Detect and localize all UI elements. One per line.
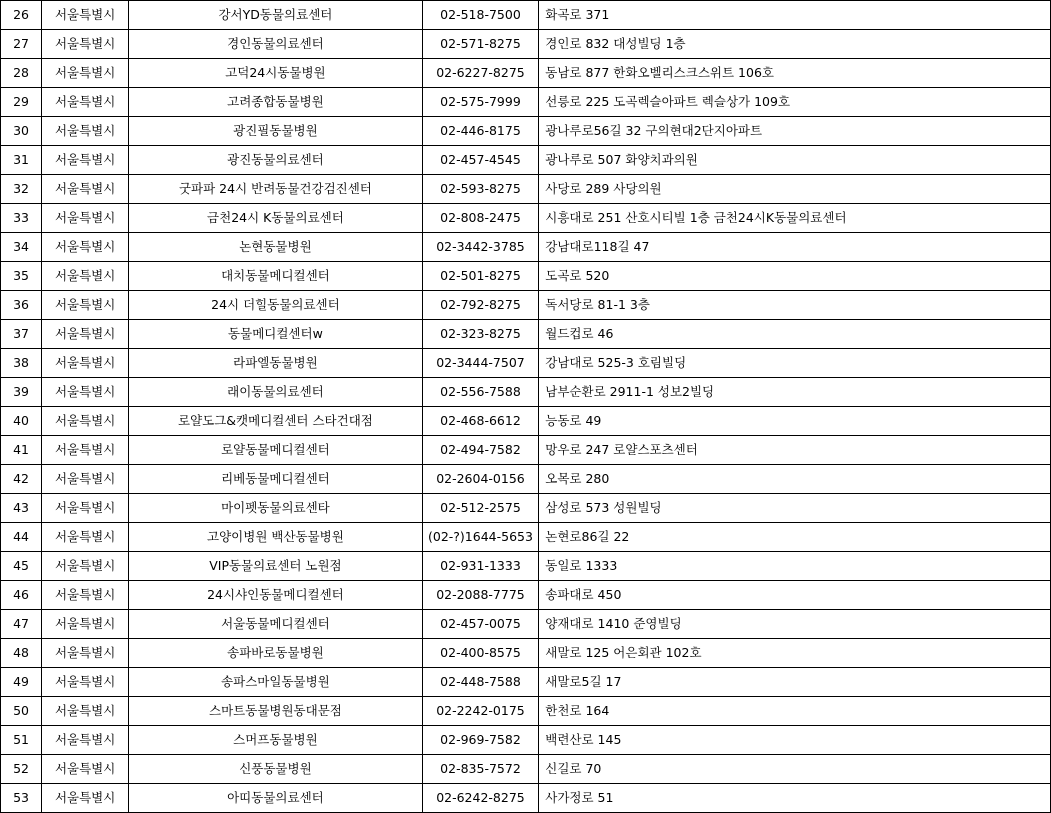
table-row — [1, 407, 1051, 436]
table-row — [1, 349, 1051, 378]
phone-cell: 02-3442-3785 — [422, 233, 539, 262]
address-cell: 광나루로56길 32 구의현대2단지아파트 — [539, 117, 1051, 146]
row-number: 37 — [1, 320, 42, 349]
city-cell: 서울특별시 — [42, 204, 129, 233]
address-cell: 도곡로 520 — [539, 262, 1051, 291]
hospital-name-cell: 아띠동물의료센터 — [129, 784, 422, 813]
address-cell: 화곡로 371 — [539, 1, 1051, 30]
hospital-name-cell: 라파엘동물병원 — [129, 349, 422, 378]
city-cell: 서울특별시 — [42, 262, 129, 291]
city-cell: 서울특별시 — [42, 30, 129, 59]
row-number: 27 — [1, 30, 42, 59]
phone-cell: 02-3444-7507 — [422, 349, 539, 378]
phone-cell: 02-457-0075 — [422, 610, 539, 639]
table-row — [1, 610, 1051, 639]
row-number: 36 — [1, 291, 42, 320]
address-cell: 삼성로 573 성원빌딩 — [539, 494, 1051, 523]
row-number: 46 — [1, 581, 42, 610]
address-cell: 독서당로 81-1 3층 — [539, 291, 1051, 320]
hospital-name-cell: 대치동물메디컬센터 — [129, 262, 422, 291]
city-cell: 서울특별시 — [42, 117, 129, 146]
row-number: 52 — [1, 755, 42, 784]
row-number: 40 — [1, 407, 42, 436]
address-cell: 새말로 125 어은회관 102호 — [539, 639, 1051, 668]
row-number: 30 — [1, 117, 42, 146]
city-cell: 서울특별시 — [42, 349, 129, 378]
phone-cell: (02-?)1644-5653 — [422, 523, 539, 552]
table-row — [1, 726, 1051, 755]
address-cell: 선릉로 225 도곡렉슬아파트 렉슬상가 109호 — [539, 88, 1051, 117]
table-row — [1, 436, 1051, 465]
table-row — [1, 117, 1051, 146]
hospital-name-cell: 경인동물의료센터 — [129, 30, 422, 59]
address-cell: 사가정로 51 — [539, 784, 1051, 813]
phone-cell: 02-512-2575 — [422, 494, 539, 523]
table-row — [1, 291, 1051, 320]
phone-cell: 02-808-2475 — [422, 204, 539, 233]
row-number: 28 — [1, 59, 42, 88]
hospital-name-cell: 마이펫동물의료센타 — [129, 494, 422, 523]
row-number: 29 — [1, 88, 42, 117]
phone-cell: 02-400-8575 — [422, 639, 539, 668]
address-cell: 새말로5길 17 — [539, 668, 1051, 697]
hospital-name-cell: 고덕24시동물병원 — [129, 59, 422, 88]
city-cell: 서울특별시 — [42, 581, 129, 610]
hospital-name-cell: 금천24시 K동물의료센터 — [129, 204, 422, 233]
city-cell: 서울특별시 — [42, 494, 129, 523]
table-row — [1, 784, 1051, 813]
table-row — [1, 88, 1051, 117]
hospital-name-cell: 논현동물병원 — [129, 233, 422, 262]
hospital-name-cell: 송파바로동물병원 — [129, 639, 422, 668]
table-row — [1, 494, 1051, 523]
city-cell: 서울특별시 — [42, 88, 129, 117]
table-row — [1, 523, 1051, 552]
table-row — [1, 581, 1051, 610]
city-cell: 서울특별시 — [42, 233, 129, 262]
address-cell: 양재대로 1410 준영빌딩 — [539, 610, 1051, 639]
hospital-name-cell: VIP동물의료센터 노원점 — [129, 552, 422, 581]
table-row — [1, 465, 1051, 494]
phone-cell: 02-2088-7775 — [422, 581, 539, 610]
city-cell: 서울특별시 — [42, 639, 129, 668]
table-row — [1, 146, 1051, 175]
phone-cell: 02-593-8275 — [422, 175, 539, 204]
hospital-name-cell: 서울동물메디컬센터 — [129, 610, 422, 639]
phone-cell: 02-931-1333 — [422, 552, 539, 581]
address-cell: 망우로 247 로얄스포츠센터 — [539, 436, 1051, 465]
row-number: 34 — [1, 233, 42, 262]
address-cell: 시흥대로 251 산호시티빌 1층 금천24시K동물의료센터 — [539, 204, 1051, 233]
table-row — [1, 59, 1051, 88]
table-row — [1, 697, 1051, 726]
row-number: 43 — [1, 494, 42, 523]
address-cell: 능동로 49 — [539, 407, 1051, 436]
row-number: 47 — [1, 610, 42, 639]
row-number: 35 — [1, 262, 42, 291]
table-row — [1, 175, 1051, 204]
phone-cell: 02-518-7500 — [422, 1, 539, 30]
table-row — [1, 30, 1051, 59]
address-cell: 백련산로 145 — [539, 726, 1051, 755]
hospital-name-cell: 로얄도그&캣메디컬센터 스타건대점 — [129, 407, 422, 436]
hospital-name-cell: 스머프동물병원 — [129, 726, 422, 755]
row-number: 26 — [1, 1, 42, 30]
address-cell: 오목로 280 — [539, 465, 1051, 494]
address-cell: 월드컵로 46 — [539, 320, 1051, 349]
phone-cell: 02-556-7588 — [422, 378, 539, 407]
table-row — [1, 320, 1051, 349]
phone-cell: 02-969-7582 — [422, 726, 539, 755]
hospital-name-cell: 광진동물의료센터 — [129, 146, 422, 175]
city-cell: 서울특별시 — [42, 755, 129, 784]
address-cell: 송파대로 450 — [539, 581, 1051, 610]
phone-cell: 02-575-7999 — [422, 88, 539, 117]
hospital-name-cell: 래이동물의료센터 — [129, 378, 422, 407]
table-row — [1, 755, 1051, 784]
phone-cell: 02-446-8175 — [422, 117, 539, 146]
address-cell: 동남로 877 한화오벨리스크스위트 106호 — [539, 59, 1051, 88]
city-cell: 서울특별시 — [42, 436, 129, 465]
hospital-name-cell: 24시샤인동물메디컬센터 — [129, 581, 422, 610]
row-number: 38 — [1, 349, 42, 378]
table-row — [1, 552, 1051, 581]
city-cell: 서울특별시 — [42, 523, 129, 552]
table-row — [1, 378, 1051, 407]
city-cell: 서울특별시 — [42, 59, 129, 88]
city-cell: 서울특별시 — [42, 610, 129, 639]
hospital-name-cell: 리베동물메디컬센터 — [129, 465, 422, 494]
address-cell: 신길로 70 — [539, 755, 1051, 784]
hospital-name-cell: 송파스마일동물병원 — [129, 668, 422, 697]
phone-cell: 02-792-8275 — [422, 291, 539, 320]
address-cell: 동일로 1333 — [539, 552, 1051, 581]
table-row — [1, 262, 1051, 291]
hospital-name-cell: 굿파파 24시 반려동물건강검진센터 — [129, 175, 422, 204]
hospital-name-cell: 로얄동물메디컬센터 — [129, 436, 422, 465]
phone-cell: 02-2604-0156 — [422, 465, 539, 494]
address-cell: 논현로86길 22 — [539, 523, 1051, 552]
phone-cell: 02-457-4545 — [422, 146, 539, 175]
city-cell: 서울특별시 — [42, 320, 129, 349]
phone-cell: 02-468-6612 — [422, 407, 539, 436]
hospital-name-cell: 동물메디컬센터w — [129, 320, 422, 349]
address-cell: 강남대로118길 47 — [539, 233, 1051, 262]
row-number: 49 — [1, 668, 42, 697]
row-number: 31 — [1, 146, 42, 175]
hospital-name-cell: 강서YD동물의료센터 — [129, 1, 422, 30]
table-row — [1, 639, 1051, 668]
address-cell: 남부순환로 2911-1 성보2빌딩 — [539, 378, 1051, 407]
phone-cell: 02-448-7588 — [422, 668, 539, 697]
city-cell: 서울특별시 — [42, 407, 129, 436]
hospital-name-cell: 신풍동물병원 — [129, 755, 422, 784]
phone-cell: 02-494-7582 — [422, 436, 539, 465]
address-cell: 광나루로 507 화양치과의원 — [539, 146, 1051, 175]
row-number: 42 — [1, 465, 42, 494]
table-row — [1, 233, 1051, 262]
hospital-name-cell: 고양이병원 백산동물병원 — [129, 523, 422, 552]
row-number: 48 — [1, 639, 42, 668]
city-cell: 서울특별시 — [42, 1, 129, 30]
city-cell: 서울특별시 — [42, 291, 129, 320]
row-number: 32 — [1, 175, 42, 204]
row-number: 41 — [1, 436, 42, 465]
row-number: 45 — [1, 552, 42, 581]
city-cell: 서울특별시 — [42, 668, 129, 697]
phone-cell: 02-835-7572 — [422, 755, 539, 784]
city-cell: 서울특별시 — [42, 697, 129, 726]
address-cell: 강남대로 525-3 호림빌딩 — [539, 349, 1051, 378]
address-cell: 사당로 289 사당의원 — [539, 175, 1051, 204]
table-body — [1, 1, 1051, 813]
phone-cell: 02-6227-8275 — [422, 59, 539, 88]
city-cell: 서울특별시 — [42, 726, 129, 755]
hospital-name-cell: 광진필동물병원 — [129, 117, 422, 146]
phone-cell: 02-2242-0175 — [422, 697, 539, 726]
city-cell: 서울특별시 — [42, 378, 129, 407]
hospital-name-cell: 스마트동물병원동대문점 — [129, 697, 422, 726]
phone-cell: 02-571-8275 — [422, 30, 539, 59]
phone-cell: 02-6242-8275 — [422, 784, 539, 813]
hospital-name-cell: 고려종합동물병원 — [129, 88, 422, 117]
hospital-name-cell: 24시 더힐동물의료센터 — [129, 291, 422, 320]
phone-cell: 02-323-8275 — [422, 320, 539, 349]
row-number: 44 — [1, 523, 42, 552]
city-cell: 서울특별시 — [42, 146, 129, 175]
row-number: 50 — [1, 697, 42, 726]
city-cell: 서울특별시 — [42, 175, 129, 204]
address-cell: 한천로 164 — [539, 697, 1051, 726]
row-number: 33 — [1, 204, 42, 233]
city-cell: 서울특별시 — [42, 552, 129, 581]
row-number: 51 — [1, 726, 42, 755]
table-row — [1, 1, 1051, 30]
row-number: 53 — [1, 784, 42, 813]
table-row — [1, 204, 1051, 233]
city-cell: 서울특별시 — [42, 465, 129, 494]
phone-cell: 02-501-8275 — [422, 262, 539, 291]
table-row — [1, 668, 1051, 697]
row-number: 39 — [1, 378, 42, 407]
city-cell: 서울특별시 — [42, 784, 129, 813]
address-cell: 경인로 832 대성빌딩 1층 — [539, 30, 1051, 59]
